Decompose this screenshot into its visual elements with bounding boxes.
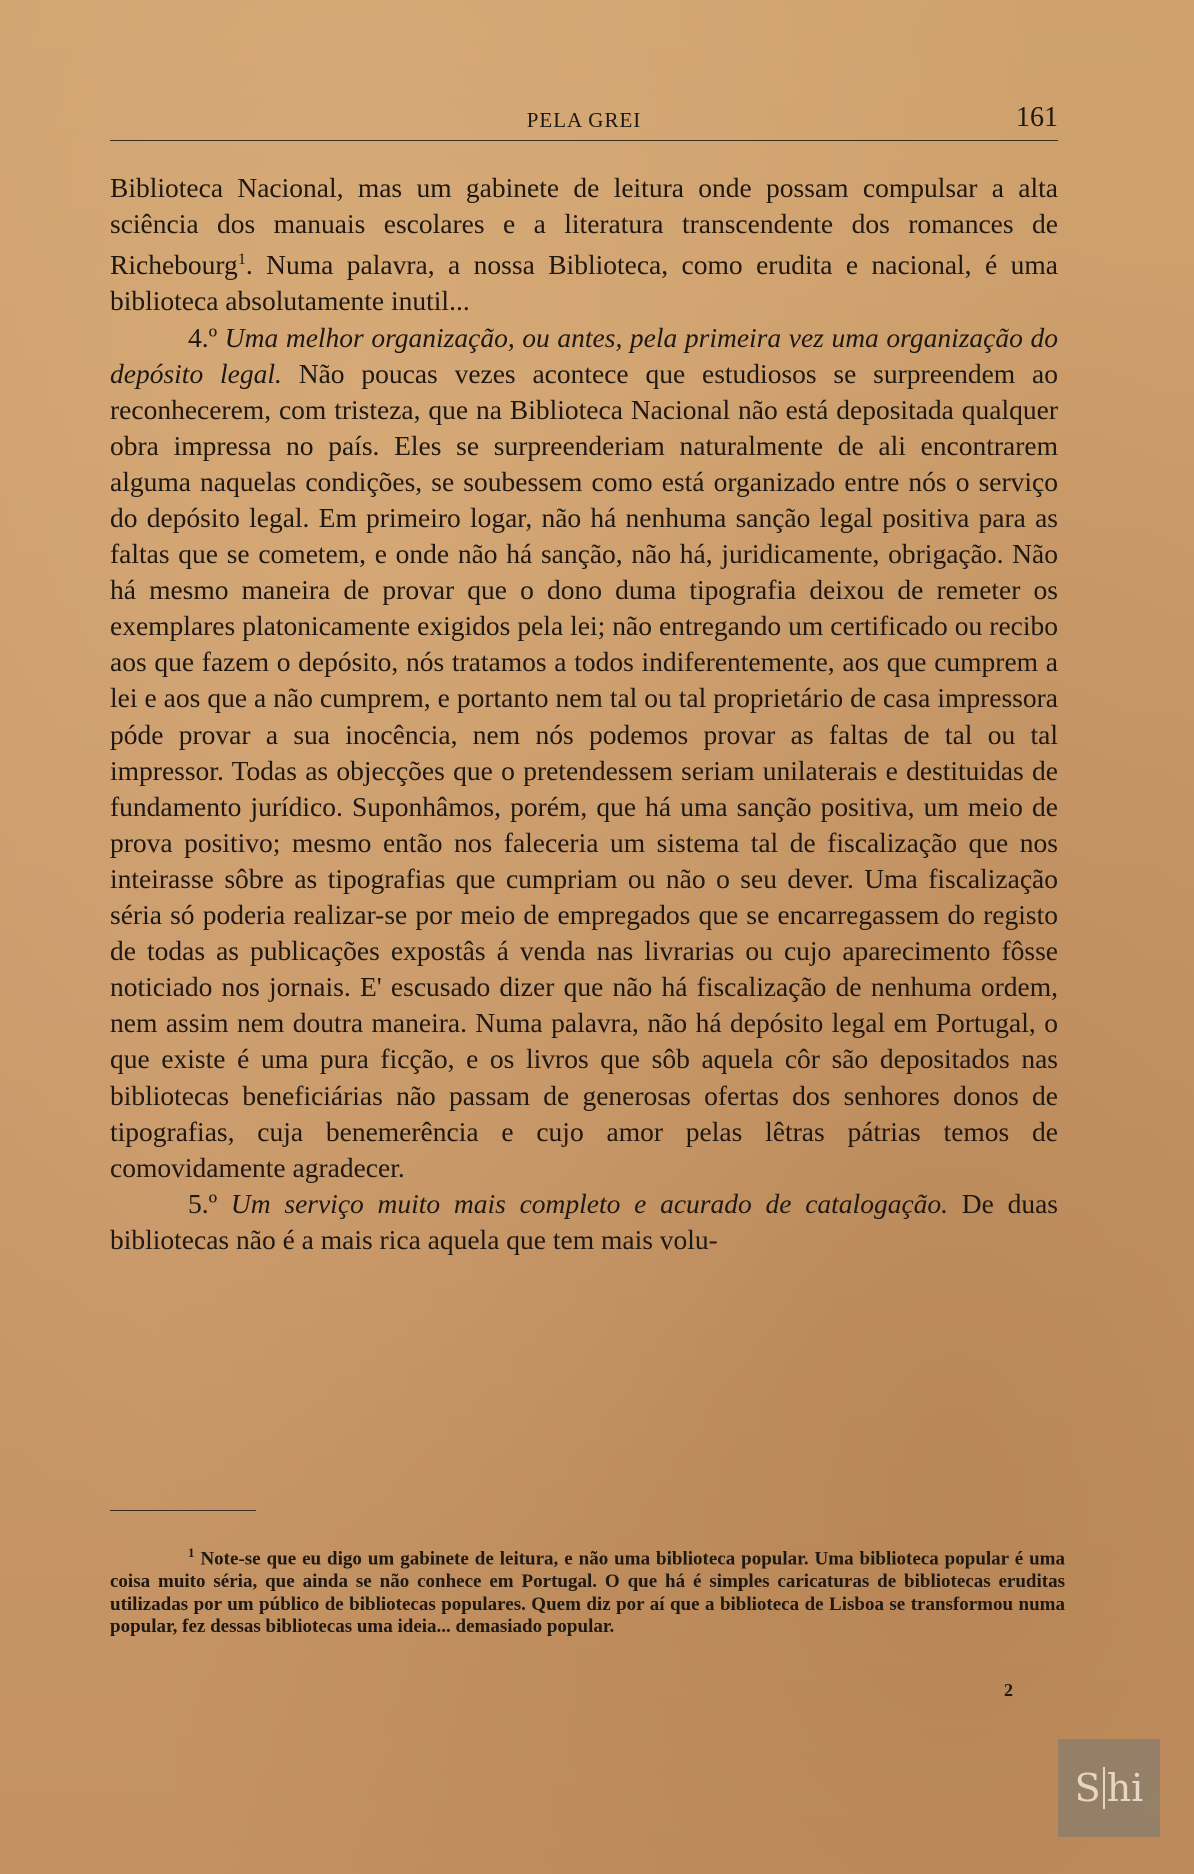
logo-letters-hi: hi: [1106, 1766, 1144, 1810]
signature-mark: 2: [1004, 1680, 1013, 1700]
paragraph-3-text: De duas bibliotecas não é a mais rica aquela que tem mais volu-: [110, 1187, 1058, 1255]
footnote-marker: 1: [188, 1545, 195, 1560]
running-head: [110, 102, 1058, 141]
footnote-text: Note-se que eu digo um gabinete de leitura, e não uma biblioteca popular. Uma biblioteca popular é uma coisa muito séria, que ainda se não conhece em Portugal. O que há é simples caricaturas de bibliotecas eruditas utilizadas por um público de bibliotecas populares. Quem diz por aí que a biblioteca de Lisboa se transformou numa popular, fez dessas bibliotecas uma ideia... demasiado popular.: [110, 1548, 1065, 1638]
page-number: 161: [1016, 102, 1058, 133]
section-heading-4: Uma melhor organização, ou antes, pela primeira vez uma organização do depósito legal.: [110, 321, 1058, 389]
section-number-4: 4.º: [188, 321, 225, 353]
library-logo: [1058, 1739, 1160, 1837]
footnote-rule: [110, 1510, 256, 1511]
logo-bar-icon: [1103, 1767, 1105, 1809]
section-number-5: 5.º: [188, 1187, 231, 1219]
paragraph-1-text: Biblioteca Nacional, mas um gabinete de leitura onde possam compulsar a alta sciência dos manuais escolares e a literatura transcendente dos romances de Richebourg: [110, 172, 1058, 281]
section-heading-5: Um serviço muito mais completo e acurado de catalogação.: [230, 1187, 949, 1219]
body-text: [110, 170, 1058, 1258]
running-title: PELA GREI: [526, 108, 642, 132]
logo-letter-s: S: [1074, 1766, 1101, 1810]
footnote: [110, 1542, 1065, 1639]
paragraph-2-text: Não poucas vezes acontece que estudiosos se surpreendem ao reconhecerem, com tristeza, que na Biblioteca Nacional não está depositada qualquer obra impressa no país. Eles se surpreenderiam naturalmente de ali encontrarem alguma naquelas condições, se soubessem como está organizado entre nós o serviço do depósito legal. Em primeiro logar, não há nenhuma sanção legal positiva para as faltas que se cometem, e onde não há sanção, não há, juridicamente, obrigação. Não há mesmo maneira de provar que o dono duma tipografia deixou de remeter os exemplares platonicamente exigidos pela lei; não entregando um certificado ou recibo aos que fazem o depósito, nós tratamos a todos indiferentemente, aos que cumprem a lei e aos que a não cumprem, e portanto nem tal ou tal proprietário de casa impressora póde provar a sua inocência, nem nós podemos provar as faltas de tal ou tal impressor. Todas as objecções que o pretendessem seriam unilaterais e destituidas de fundamento jurídico. Suponhâmos, porém, que há uma sanção positiva, um meio de prova positivo; mesmo então nos faleceria um sistema tal de fiscalização que nos inteirasse sôbre as tipografias que cumpriam ou não o seu dever. Uma fiscalização séria só poderia realizar-se por meio de empregados que se encarregassem do registo de todas as publicações expostâs á venda nas livrarias ou cujo aparecimento fôsse noticiado nos jornais. E' escusado dizer que não há fiscalização de nenhuma ordem, nem assim nem doutra maneira. Numa palavra, não há depósito legal em Portugal, o que existe é uma pura ficção, e os livros que sôb aquela côr são depositados nas bibliotecas beneficiárias não passam de generosas ofertas dos senhores donos de tipografias, cuja benemerência e cujo amor pelas lêtras pátrias temos de comovidamente agradecer.: [110, 357, 1058, 1183]
paragraph-1-tail: . Numa palavra, a nossa Biblioteca, como erudita e nacional, é uma biblioteca absolutamente inutil...: [110, 249, 1058, 317]
footnote-reference: 1: [237, 251, 246, 269]
paragraph-1: [110, 170, 1058, 320]
paragraph-2: [110, 320, 1058, 1186]
paragraph-3: [110, 1186, 1058, 1258]
